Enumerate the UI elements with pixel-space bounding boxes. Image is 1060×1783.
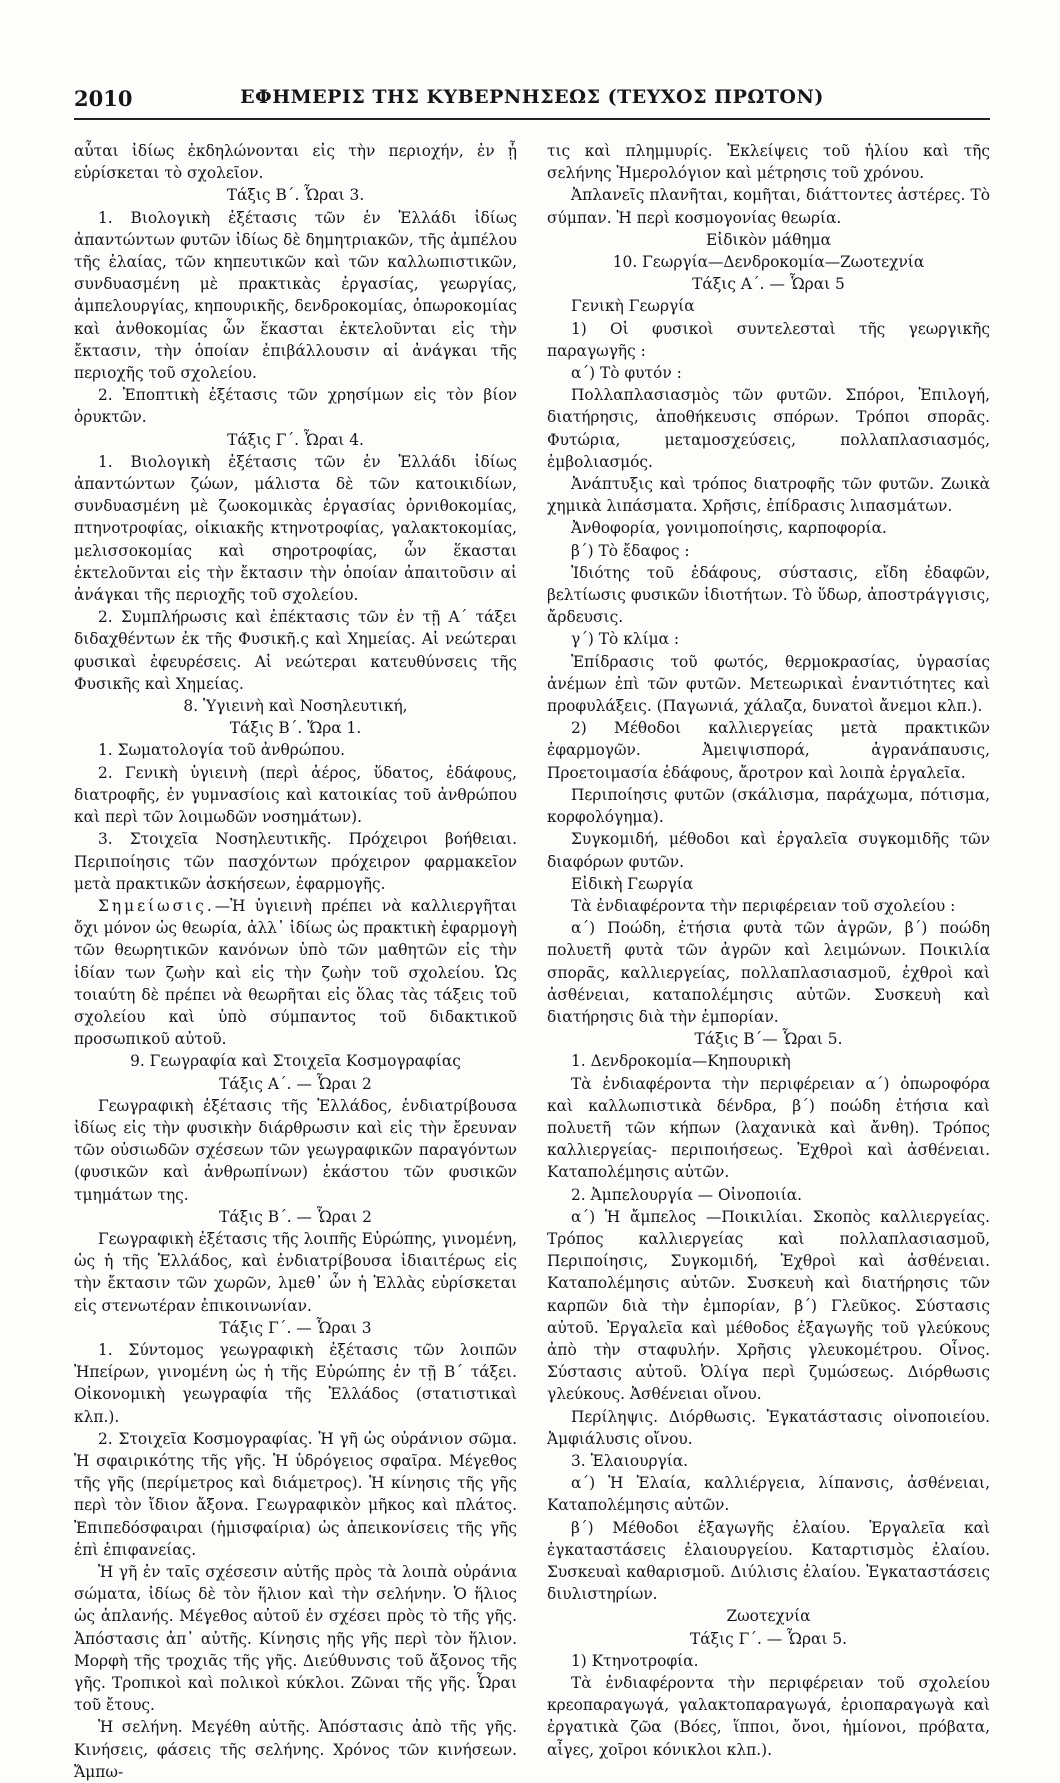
left-paragraph bbox=[74, 895, 517, 1050]
text-columns bbox=[74, 140, 990, 1783]
right-paragraph: Τὰ ἐνδιαφέροντα τὴν περιφέρειαν τοῦ σχολείου : bbox=[571, 896, 956, 915]
right-column bbox=[547, 140, 990, 1783]
left-paragraph: 3. Στοιχεῖα Νοσηλευτικῆς. Πρόχειροι βοήθειαι. Περιποίησις τῶν πασχόντων πρόχειρον φαρμακεῖον μετὰ πρακτικῶν ἀσκήσεων, ἐφαρμογῆς. bbox=[74, 830, 517, 893]
right-paragraph: Ἰδιότης τοῦ ἐδάφους, σύστασις, εἴδη ἐδαφῶν, βελτίωσις φυσικῶν ἰδιοτήτων. Τὸ ὕδωρ, ἀποστράγγισις, ἄρδευσις. bbox=[547, 563, 990, 627]
left-paragraph: 1. Σωματολογία τοῦ ἀνθρώπου. bbox=[98, 741, 345, 760]
right-paragraph: β΄) Μέθοδοι ἐξαγωγῆς ἐλαίου. Ἐργαλεῖα καὶ ἐγκαταστάσεις ἐλαιουργείου. Καταρτισμὸς ἐλαίου. Συσκευαὶ καθαρισμοῦ. Διύλισις ἐλαίου. Ἐγκαταστάσεις διυλιστηρίων. bbox=[547, 1518, 990, 1604]
right-paragraph: Ἀπλανεῖς πλανῆται, κομῆται, διάττοντες ἀστέρες. Τὸ σύμπαν. Ἡ περὶ κοσμογονίας θεωρία. bbox=[547, 186, 990, 227]
right-paragraph: 1) Κτηνοτροφία. bbox=[571, 1651, 699, 1670]
page-header bbox=[74, 82, 990, 120]
right-paragraph: α΄) Ἡ ἄμπελος —Ποικιλίαι. Σκοπὸς καλλιεργείας. Τρόπος καλλιεργείας καὶ πολλαπλασιασμοῦ, Περιποίησις, Συγκομιδή, Ἐχθροὶ καὶ ἀσθένειαι. Καταπολέμησις αὐτῶν. Συσκευὴ καὶ διατήρησις τῶν καρπῶν διὰ τὴν ἐμπορίαν, β΄) Γλεῦκος. Σύστασις αὐτοῦ. Ἐργαλεῖα καὶ μέθοδος ἐξαγωγῆς τοῦ γλεύκους ἀπὸ τὴν σταφυλήν. Χρῆσις γλευκομέτρου. Οἶνος. Σύστασις αὐτοῦ. Ὀλίγα περὶ ζυμώσεως. Διόρθωσις γλεύκους. Ἀσθένειαι οἴνου. bbox=[547, 1207, 990, 1404]
right-paragraph: Τάξις Α΄. — Ὧραι 5 bbox=[692, 275, 845, 294]
left-paragraph: Ἡ γῆ ἐν ταῖς σχέσεσιν αὐτῆς πρὸς τὰ λοιπὰ οὐράνια σώματα, ἰδίως δὲ τὸν ἥλιον καὶ τὴν σελήνην. Ὁ ἥλιος ὡς ἀπλανής. Μέγεθος αὐτοῦ ἐν σχέσει πρὸς τὸ τῆς γῆς. Ἀπόστασις ἀπ᾿ αὐτῆς. Κίνησις ηῆς γῆς περὶ τὸν ἥλιον. Μορφὴ τῆς τροχιᾶς τῆς γῆς. Διεύθυνσις τοῦ ἄξονος τῆς γῆς. Τροπικοὶ καὶ πολικοὶ κύκλοι. Ζῶναι τῆς γῆς. Ὧραι τοῦ ἔτους. bbox=[74, 1563, 517, 1715]
right-paragraph: Ζωοτεχνία bbox=[726, 1607, 811, 1626]
right-paragraph: Περιποίησις φυτῶν (σκάλισμα, παράχωμα, πότισμα, κορφολόγημα). bbox=[547, 785, 990, 827]
right-paragraph: Τὰ ἐνδιαφέροντα τὴν περιφέρειαν τοῦ σχολείου κρεοπαραγωγά, γαλακτοπαραγωγά, ἐριοπαραγωγὰ καὶ ἐργατικὰ ζῶα (Βόες, ἵπποι, ὄνοι, ἡμίονοι, πρόβατα, αἶγες, χοῖροι κόνικλοι κλπ.). bbox=[547, 1674, 990, 1759]
right-paragraph: α΄) Ποώδη, ἐτήσια φυτὰ τῶν ἀγρῶν, β΄) ποώδη πολυετῆ φυτὰ τῶν ἀγρῶν καὶ λειμώνων. Ποικιλία σπορᾶς, καλλιεργείας, πολλαπλασιασμοῦ, ἐχθροὶ καὶ ἀσθένειαι, καταπολέμησις αὐτῶν. Συσκευὴ καὶ διατήρησις διὰ τὴν ἐμπορίαν. bbox=[547, 919, 990, 1026]
right-paragraph: Γενικὴ Γεωργία bbox=[571, 297, 695, 316]
right-paragraph: β΄) Τὸ ἔδαφος : bbox=[571, 541, 690, 560]
right-paragraph: α΄) Τὸ φυτόν : bbox=[571, 364, 682, 383]
right-paragraph: Τάξις Γ΄. — Ὧραι 5. bbox=[689, 1629, 848, 1648]
gazette-title: ΕΦΗΜΕΡΙΣ ΤΗΣ ΚΥΒΕΡΝΗΣΕΩΣ (ΤΕΥΧΟΣ ΠΡΩΤΟΝ) bbox=[240, 86, 824, 108]
right-paragraph: Πολλαπλασιασμὸς τῶν φυτῶν. Σπόροι, Ἐπιλογή, διατήρησις, ἀποθήκευσις σπόρων. Τρόποι σπορᾶς. Φυτώρια, μεταμοσχεύσεις, πολλαπλασιασμός, ἐμβολιασμός. bbox=[547, 386, 990, 471]
left-paragraph: 2. Στοιχεῖα Κοσμογραφίας. Ἡ γῆ ὡς οὐράνιον σῶμα. Ἡ σφαιρικότης τῆς γῆς. Ἡ ὑδρόγειος σφαῖρα. Μέγεθος τῆς γῆς (περίμετρος καὶ διάμετρος). Ἡ κίνησις τῆς γῆς περὶ τὸν ἴδιον ἄξονα. Γεωγραφικὸν μῆκος καὶ πλάτος. Ἐπιπεδόσφαιραι (ἡμισφαίρια) ὡς ἀπεικονίσεις τῆς γῆς ἐπὶ ἐπιφανείας. bbox=[74, 1429, 517, 1559]
note-label: Σημείωσις. bbox=[98, 896, 215, 915]
left-paragraph: Τάξις Γ΄. Ὧραι 4. bbox=[227, 430, 364, 449]
right-paragraph: Τάξις Β΄— Ὧραι 5. bbox=[694, 1030, 843, 1049]
note-text: —Ἡ ὑγιεινὴ πρέπει νὰ καλλιεργῆται ὄχι μόνον ὡς θεωρία, ἀλλ᾿ ἰδίως ὡς πρακτικὴ ἐφαρμογὴ τῶν θεωρητικῶν κανόνων ὑπὸ τῶν μαθητῶν εἰς τὴν ἰδίαν των ζωὴν καὶ εἰς τὴν ζωὴν τοῦ σχολείου. Ὡς τοιαύτη δὲ πρέπει νὰ θεωρῆται εἰς ὅλας τὰς τάξεις τοῦ σχολείου καὶ ὑπὸ σύμπαντος τοῦ διδακτικοῦ προσωπικοῦ αὐτοῦ. bbox=[74, 896, 517, 1049]
left-column bbox=[74, 140, 517, 1783]
left-paragraph: 2. Γενικὴ ὑγιεινὴ (περὶ ἀέρος, ὕδατος, ἐδάφους, διατροφῆς, ἐν γυμνασίοις καὶ κατοικίας τοῦ ἀνθρώπου καὶ περὶ τῶν λοιμωδῶν νοσημάτων). bbox=[74, 763, 517, 827]
left-paragraph: 2. Ἐποπτικὴ ἐξέτασις τῶν χρησίμων εἰς τὸν βίον ὀρυκτῶν. bbox=[74, 386, 517, 427]
left-paragraph: 1. Βιολογικὴ ἐξέτασις τῶν ἐν Ἑλλάδι ἰδίως ἀπαντώντων ζώων, μάλιστα δὲ τῶν κατοικιδίων, συνδυασμένη μὲ ζωοκομικὰς ἐργασίας ὀρνιθοκομίας, πτηνοτροφίας, οἰκιακῆς κτηνοτροφίας, γαλακτοκομίας, μελισσοκομίας καὶ σηροτροφίας, ὧν ἕκασται ἐκτελοῦνται εἰς τὴν ἔκτασιν τὴν ὁποίαν ἀπαιτοῦσιν αἱ ἀνάγκαι τῆς περιοχῆς τοῦ σχολείου. bbox=[74, 452, 517, 605]
right-paragraph: Ἀνθοφορία, γονιμοποίησις, καρποφορία. bbox=[571, 519, 887, 538]
right-paragraph: 3. Ἐλαιουργία. bbox=[571, 1451, 689, 1470]
left-paragraph: Τάξις Β΄. Ὥρα 1. bbox=[229, 719, 362, 738]
right-paragraph: α΄) Ἡ Ἐλαία, καλλιέργεια, λίπανσις, ἀσθένειαι, Καταπολέμησις αὐτῶν. bbox=[547, 1474, 990, 1515]
page-number: 2010 bbox=[74, 86, 133, 111]
left-paragraph: Γεωγραφικὴ ἐξέτασις τῆς λοιπῆς Εὐρώπης, γινομένη, ὡς ἡ τῆς Ἑλλάδος, καὶ ἐνδιατρίβουσα ἰδιαιτέρως εἰς τὴν ἔκτασιν τῶν χωρῶν, λμεθ᾿ ὧν ἡ Ἑλλὰς εὑρίσκεται εἰς στενωτέραν ἐπικοινωνίαν. bbox=[74, 1229, 517, 1315]
right-paragraph: 2) Μέθοδοι καλλιεργείας μετὰ πρακτικῶν ἐφαρμογῶν. Ἀμειψισπορά, ἀγρανάπαυσις, Προετοιμασία ἐδάφους, ἄροτρον καὶ λοιπὰ ἐργαλεῖα. bbox=[547, 719, 990, 782]
right-paragraph: Ἐπίδρασις τοῦ φωτός, θερμοκρασίας, ὑγρασίας ἀνέμων ἐπὶ τῶν φυτῶν. Μετεωρικαὶ ἐναντιότητες καὶ προφυλάξεις. (Παγωνιά, χάλαζα, δυνατοὶ ἄνεμοι κλπ.). bbox=[547, 652, 990, 716]
right-paragraph: 1. Δενδροκομία—Κηπουρικὴ bbox=[571, 1052, 791, 1071]
left-paragraph: Γεωγραφικὴ ἐξέτασις τῆς Ἑλλάδος, ἐνδιατρίβουσα ἰδίως εἰς τὴν φυσικὴν διάρθρωσιν καὶ εἰς τὴν ἔρευναν τῶν οὐσιωδῶν σχέσεων τῶν γεωγραφικῶν παραγόντων (φυσικῶν καὶ ἀνθρωπίνων) ἑκάστου τῶν φυσικῶν τμημάτων της. bbox=[74, 1096, 517, 1204]
right-paragraph: Ἀνάπτυξις καὶ τρόπος διατροφῆς τῶν φυτῶν. Ζωικὰ χημικὰ λιπάσματα. Χρῆσις, ἐπίδρασις λιπασμάτων. bbox=[547, 475, 990, 516]
left-paragraph: Ἡ σελήνη. Μεγέθη αὐτῆς. Ἀπόστασις ἀπὸ τῆς γῆς. Κινήσεις, φάσεις τῆς σελήνης. Χρόνος τῶν κινήσεων. Ἄμπω- bbox=[74, 1718, 517, 1781]
right-paragraph: Εἰδικὴ Γεωργία bbox=[571, 874, 694, 893]
left-paragraph: 2. Συμπλήρωσις καὶ ἐπέκτασις τῶν ἐν τῇ Α΄ τάξει διδαχθέντων ἐκ τῆς Φυσικῆ.ς καὶ Χημείας. Αἱ νεώτεραι φυσικαὶ ἐφευρέσεις. Αἱ νεώτεραι κατευθύνσεις τῆς Φυσικῆς καὶ Χημείας. bbox=[74, 608, 517, 693]
right-paragraph: Εἰδικὸν μάθημα bbox=[706, 230, 831, 249]
right-paragraph: 10. Γεωργία—Δενδροκομία—Ζωοτεχνία bbox=[612, 253, 925, 272]
right-paragraph: 1) Οἱ φυσικοὶ συντελεσταὶ τῆς γεωργικῆς παραγωγῆς : bbox=[547, 319, 990, 360]
right-paragraph: Τὰ ἐνδιαφέροντα τὴν περιφέρειαν α΄) ὀπωροφόρα καὶ καλλωπιστικὰ δένδρα, β΄) ποώδη ἐτήσια καὶ πολυετῆ τῶν κήπων (λαχανικὰ καὶ ἄνθη). Τρόπος καλλιεργείας- περιποιήσεως. Ἐχθροὶ καὶ ἀσθένειαι. Καταπολέμησις αὐτῶν. bbox=[547, 1074, 990, 1182]
left-paragraph: Τάξις Β΄. — Ὧραι 2 bbox=[219, 1207, 372, 1226]
left-paragraph: Τάξις Β΄. Ὧραι 3. bbox=[226, 186, 365, 205]
left-paragraph: Τάξις Γ΄. — Ὧραι 3 bbox=[219, 1318, 372, 1337]
left-paragraph: 1. Βιολογικὴ ἐξέτασις τῶν ἐν Ἑλλάδι ἰδίως ἀπαντώντων φυτῶν ἰδίως δὲ δημητριακῶν, τῆς ἀμπέλου τῆς ἐλαίας, τῶν κηπευτικῶν καὶ τῶν καλλωπιστικῶν, συνδυασμένη μὲ πρακτικὰς ἐργασίας, γεωργίας, ἀμπελουργίας, κηπουρικῆς, δενδροκομίας, ὀπωροκομίας καὶ ἀνθοκομίας ὧν ἕκασται ἐκτελοῦνται εἰς τὴν ἔκτασιν, τὴν ὁποίαν ἐπιβάλλουσιν αἱ ἀνάγκαι τῆς περιοχῆς τοῦ σχολείου. bbox=[74, 208, 517, 383]
left-paragraph: Τάξις Α΄. — Ὧραι 2 bbox=[219, 1074, 372, 1093]
left-paragraph: 1. Σύντομος γεωγραφικὴ ἐξέτασις τῶν λοιπῶν Ἠπείρων, γινομένη ὡς ἡ τῆς Εὐρώπης ἐν τῇ Β΄ τάξει. Οἰκονομικὴ γεωγραφία τῆς Ἑλλάδος (στατιστικαὶ κλπ.). bbox=[74, 1340, 517, 1426]
left-paragraph: 8. Ὑγιεινὴ καὶ Νοσηλευτική, bbox=[183, 697, 408, 716]
left-paragraph: 9. Γεωγραφία καὶ Στοιχεῖα Κοσμογραφίας bbox=[130, 1052, 461, 1071]
right-paragraph: Συγκομιδή, μέθοδοι καὶ ἐργαλεῖα συγκομιδῆς τῶν διαφόρων φυτῶν. bbox=[547, 830, 990, 871]
right-paragraph: Περίληψις. Διόρθωσις. Ἐγκατάστασις οἰνοποιείου. Ἀμφιάλυσις οἴνου. bbox=[547, 1407, 990, 1448]
right-paragraph: 2. Ἀμπελουργία — Οἰνοποιία. bbox=[571, 1185, 803, 1204]
left-paragraph: αὗται ἰδίως ἐκδηλώνονται εἰς τὴν περιοχήν, ἐν ᾗ εὑρίσκεται τὸ σχολεῖον. bbox=[74, 142, 517, 183]
right-paragraph: τις καὶ πλημμυρίς. Ἐκλείψεις τοῦ ἡλίου καὶ τῆς σελήνης Ἡμερολόγιον καὶ μέτρησις τοῦ χρόνου. bbox=[547, 142, 990, 183]
right-paragraph: γ΄) Τὸ κλίμα : bbox=[571, 630, 680, 649]
